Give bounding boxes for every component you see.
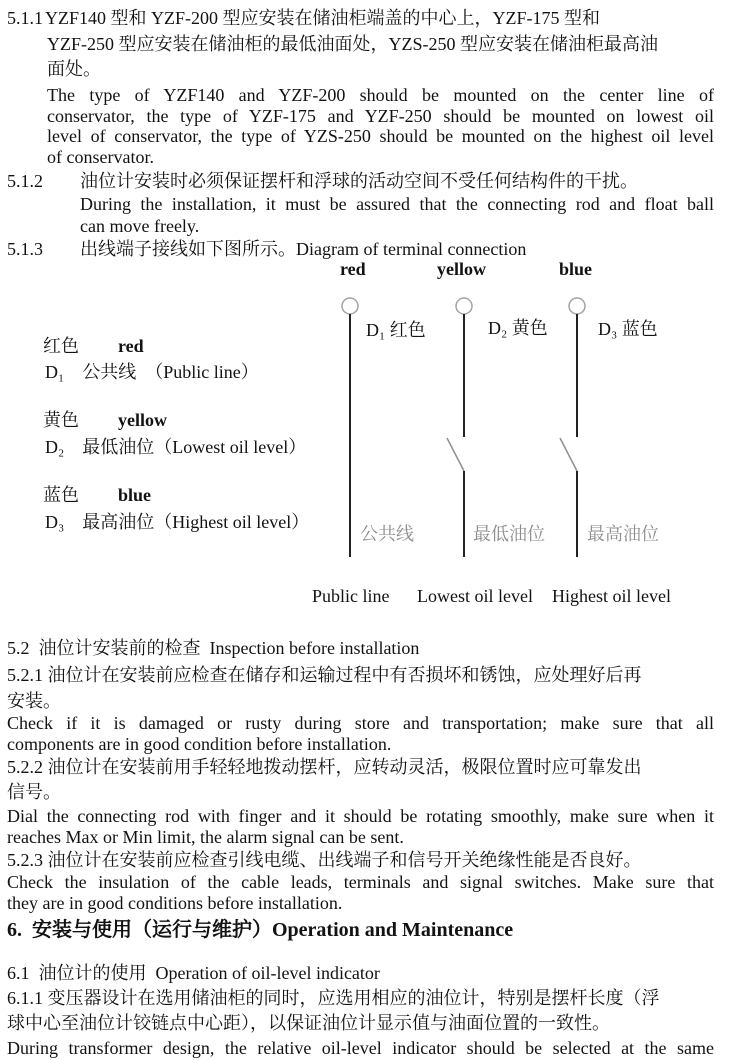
sec-5-1-2-cn: 油位计安装时必须保证摆杆和浮球的活动空间不受任何结构件的干扰。 <box>80 171 638 191</box>
sec-5-2-1-cn: 安装。 <box>7 691 61 711</box>
sec-5-2-1-cn: 5.2.1 油位计在安装前应检查在储存和运输过程中有否损坏和锈蚀，应处理好后再 <box>7 665 642 685</box>
sec-5-1-3: 出线端子接线如下图所示。Diagram of terminal connection <box>80 239 527 259</box>
sec-5-2-1-en: Check if it is damaged or rusty during store and transportation; make sure that all <box>7 713 714 733</box>
sec-5-2-2-cn: 5.2.2 油位计在安装前用手轻轻地拨动摆杆，应转动灵活，极限位置时应可靠发出 <box>7 757 642 777</box>
sec-6-1-1-cn: 球中心至油位计铰链点中心距），以保证油位计显示值与油面位置的一致性。 <box>7 1013 610 1033</box>
wire-d1 <box>342 298 358 557</box>
sec-5-2-1-en: components are in good condition before installation. <box>7 734 392 754</box>
wire-d3 <box>560 298 585 557</box>
wire-label-red: red <box>340 259 366 279</box>
legend-color-en-yellow: yellow <box>118 410 167 430</box>
switch-blade-d2 <box>447 438 464 471</box>
sec-6-1-title: 6.1 油位计的使用 Operation of oil-level indicator <box>7 963 380 983</box>
terminal-circle-d2 <box>456 298 472 314</box>
sec-5-2-2-en: reaches Max or Min limit, the alarm signal can be sent. <box>7 827 404 847</box>
sec-5-1-1-cn: YZF140 型和 YZF-200 型应安装在储油柜端盖的中心上，YZF-175 型和 <box>45 8 601 28</box>
sec-5-1-1-cn: 5.1.1 <box>7 8 43 28</box>
sec-6-heading: 6. 安装与使用（运行与维护）Operation and Maintenance <box>7 919 514 941</box>
sec-6-1-1-en: During transformer design, the relative oil-level indicator should be selected at the same <box>7 1038 714 1058</box>
terminal-label-d3: D₃ 蓝色 <box>598 319 658 339</box>
sec-5-1-2-cn: 5.1.2 <box>7 171 43 191</box>
legend-color-en-blue: blue <box>118 485 152 505</box>
sec-5-1-1-cn: YZF-250 型应安装在储油柜的最低油面处，YZS-250 型应安装在储油柜最高油 <box>47 34 658 54</box>
sec-5-2-2-cn: 信号。 <box>7 782 61 802</box>
wire-function-cn-d1: 公共线 <box>360 524 414 544</box>
wire-function-en-d2: Lowest oil level <box>417 586 533 606</box>
terminal-label-d1: D₁ 红色 <box>366 320 426 340</box>
sec-5-2-3-en: Check the insulation of the cable leads, terminals and signal switches. Make sure that <box>7 872 714 892</box>
legend-detail-yellow: D₂ 最低油位（Lowest oil level） <box>45 437 307 457</box>
sec-5-1-2-en: During the installation, it must be assured that the connecting rod and float ball <box>80 194 714 214</box>
terminal-label-d2: D₂ 黄色 <box>488 318 548 338</box>
sec-6-1-1-cn: 6.1.1 变压器设计在选用储油柜的同时，应选用相应的油位计，特别是摆杆长度（浮 <box>7 988 660 1008</box>
sec-5-1-1-en: of conservator. <box>47 147 154 167</box>
sec-5-1-1-en: conservator, the type of YZF-175 and YZF-250 should be mounted on lowest oil <box>47 106 714 126</box>
switch-blade-d3 <box>560 438 577 471</box>
sec-5-1-1-en: level of conservator, the type of YZS-250 should be mounted on the highest oil level <box>47 126 714 146</box>
sec-5-1-1-cn: 面处。 <box>47 59 101 79</box>
wire-function-en-d3: Highest oil level <box>552 586 671 606</box>
sec-5-1-1-en: The type of YZF140 and YZF-200 should be mounted on the center line of <box>47 85 714 105</box>
legend-color-en-red: red <box>118 336 144 356</box>
sec-5-2-3-cn: 5.2.3 油位计在安装前应检查引线电缆、出线端子和信号开关绝缘性能是否良好。 <box>7 850 642 870</box>
wire-label-blue: blue <box>559 259 593 279</box>
legend-color-cn-red: 红色 <box>43 336 79 356</box>
sec-5-2-2-en: Dial the connecting rod with finger and it should be rotating smoothly, make sure when it <box>7 806 714 826</box>
sec-5-1-2-en: can move freely. <box>80 216 200 236</box>
sec-5-2-3-en: they are in good conditions before installation. <box>7 893 343 913</box>
legend-detail-blue: D₃ 最高油位（Highest oil level） <box>45 512 310 532</box>
wire-d2 <box>447 298 472 557</box>
terminal-circle-d1 <box>342 298 358 314</box>
legend-detail-red: D₁ 公共线 （Public line） <box>45 362 259 382</box>
legend-color-cn-yellow: 黄色 <box>43 410 79 430</box>
wire-function-cn-d3: 最高油位 <box>587 524 659 544</box>
wire-function-en-d1: Public line <box>312 586 390 606</box>
wire-function-cn-d2: 最低油位 <box>473 524 545 544</box>
terminal-circle-d3 <box>569 298 585 314</box>
sec-5-2-title: 5.2 油位计安装前的检查 Inspection before installation <box>7 638 420 658</box>
sec-5-1-3: 5.1.3 <box>7 239 43 259</box>
wire-label-yellow: yellow <box>437 259 486 279</box>
legend-color-cn-blue: 蓝色 <box>43 485 79 505</box>
